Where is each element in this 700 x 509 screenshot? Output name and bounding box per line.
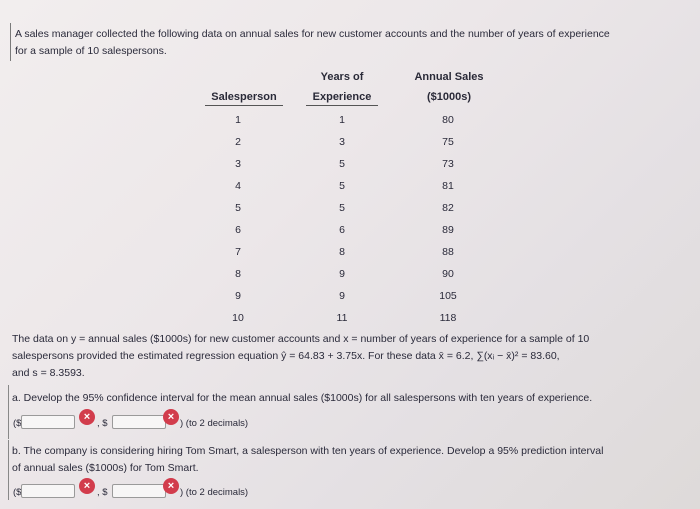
part-b-question: [12, 443, 696, 477]
table-cell-years: 3: [339, 136, 345, 148]
table-cell-years: 5: [339, 158, 345, 170]
part-b-note: ) (to 2 decimals): [180, 487, 249, 498]
part-b-upper-input[interactable]: [112, 484, 166, 498]
part-a-note: ) (to 2 decimals): [180, 418, 249, 429]
table-cell-sales: 82: [442, 202, 454, 214]
part-a-sep: , $: [97, 418, 108, 429]
table-cell-years: 1: [339, 114, 345, 126]
table-cell-years: 8: [339, 246, 345, 258]
x-circle-icon: ×: [163, 409, 179, 425]
part-a-upper-input[interactable]: [112, 415, 166, 429]
part-b-sep: , $: [97, 487, 108, 498]
summary-line-2: salespersons provided the estimated regression equation ŷ = 64.83 + 3.75x. For these data x̄ = 6.2, ∑(xᵢ − x̄)² = 83.60,: [12, 350, 560, 362]
table-cell-salesperson: 4: [235, 180, 241, 192]
table-cell-salesperson: 10: [232, 312, 244, 324]
x-circle-icon: ×: [79, 409, 95, 425]
table-cell-salesperson: 7: [235, 246, 241, 258]
table-cell-salesperson: 2: [235, 136, 241, 148]
header-salesperson: Salesperson: [205, 91, 283, 106]
table-cell-salesperson: 5: [235, 202, 241, 214]
part-b-line-1: b. The company is considering hiring Tom Smart, a salesperson with ten years of experience. Develop a 95% prediction interval: [12, 445, 604, 457]
header-years-bottom: Experience: [306, 91, 378, 106]
table-cell-salesperson: 1: [235, 114, 241, 126]
table-cell-sales: 75: [442, 136, 454, 148]
summary-line-3: and s = 8.3593.: [12, 367, 85, 379]
table-cell-sales: 89: [442, 224, 454, 236]
header-sales-bottom: ($1000s): [426, 91, 472, 103]
table-cell-sales: 105: [439, 290, 457, 302]
intro-line-1: A sales manager collected the following data on annual sales for new customer accounts and the number of years of experience: [15, 28, 610, 40]
summary-line-1: The data on y = annual sales ($1000s) for new customer accounts and x = number of years of experience for a sample of 10: [12, 333, 590, 345]
table-cell-sales: 81: [442, 180, 454, 192]
table-cell-salesperson: 6: [235, 224, 241, 236]
table-cell-years: 9: [339, 290, 345, 302]
table-cell-years: 6: [339, 224, 345, 236]
table-cell-years: 9: [339, 268, 345, 280]
x-circle-icon: ×: [163, 478, 179, 494]
intro-line-2: for a sample of 10 salespersons.: [15, 45, 167, 57]
part-b-open: ($: [13, 487, 22, 498]
x-circle-icon: ×: [79, 478, 95, 494]
part-a-question: a. Develop the 95% confidence interval for the mean annual sales ($1000s) for all salespersons with ten years of experience.: [12, 392, 593, 404]
table-cell-salesperson: 9: [235, 290, 241, 302]
table-cell-years: 5: [339, 202, 345, 214]
part-b-lower-input[interactable]: [21, 484, 75, 498]
table-cell-salesperson: 8: [235, 268, 241, 280]
part-a-open: ($: [13, 418, 22, 429]
table-cell-sales: 73: [442, 158, 454, 170]
header-years-top: Years of: [320, 71, 364, 83]
header-sales-top: Annual Sales: [414, 71, 484, 83]
table-cell-years: 5: [339, 180, 345, 192]
table-cell-salesperson: 3: [235, 158, 241, 170]
summary-text: [12, 331, 696, 382]
table-cell-sales: 90: [442, 268, 454, 280]
table-cell-sales: 88: [442, 246, 454, 258]
table-cell-years: 11: [336, 312, 348, 324]
table-cell-sales: 118: [439, 312, 457, 324]
part-b-line-2: of annual sales ($1000s) for Tom Smart.: [12, 462, 199, 474]
part-a-lower-input[interactable]: [21, 415, 75, 429]
table-cell-sales: 80: [442, 114, 454, 126]
